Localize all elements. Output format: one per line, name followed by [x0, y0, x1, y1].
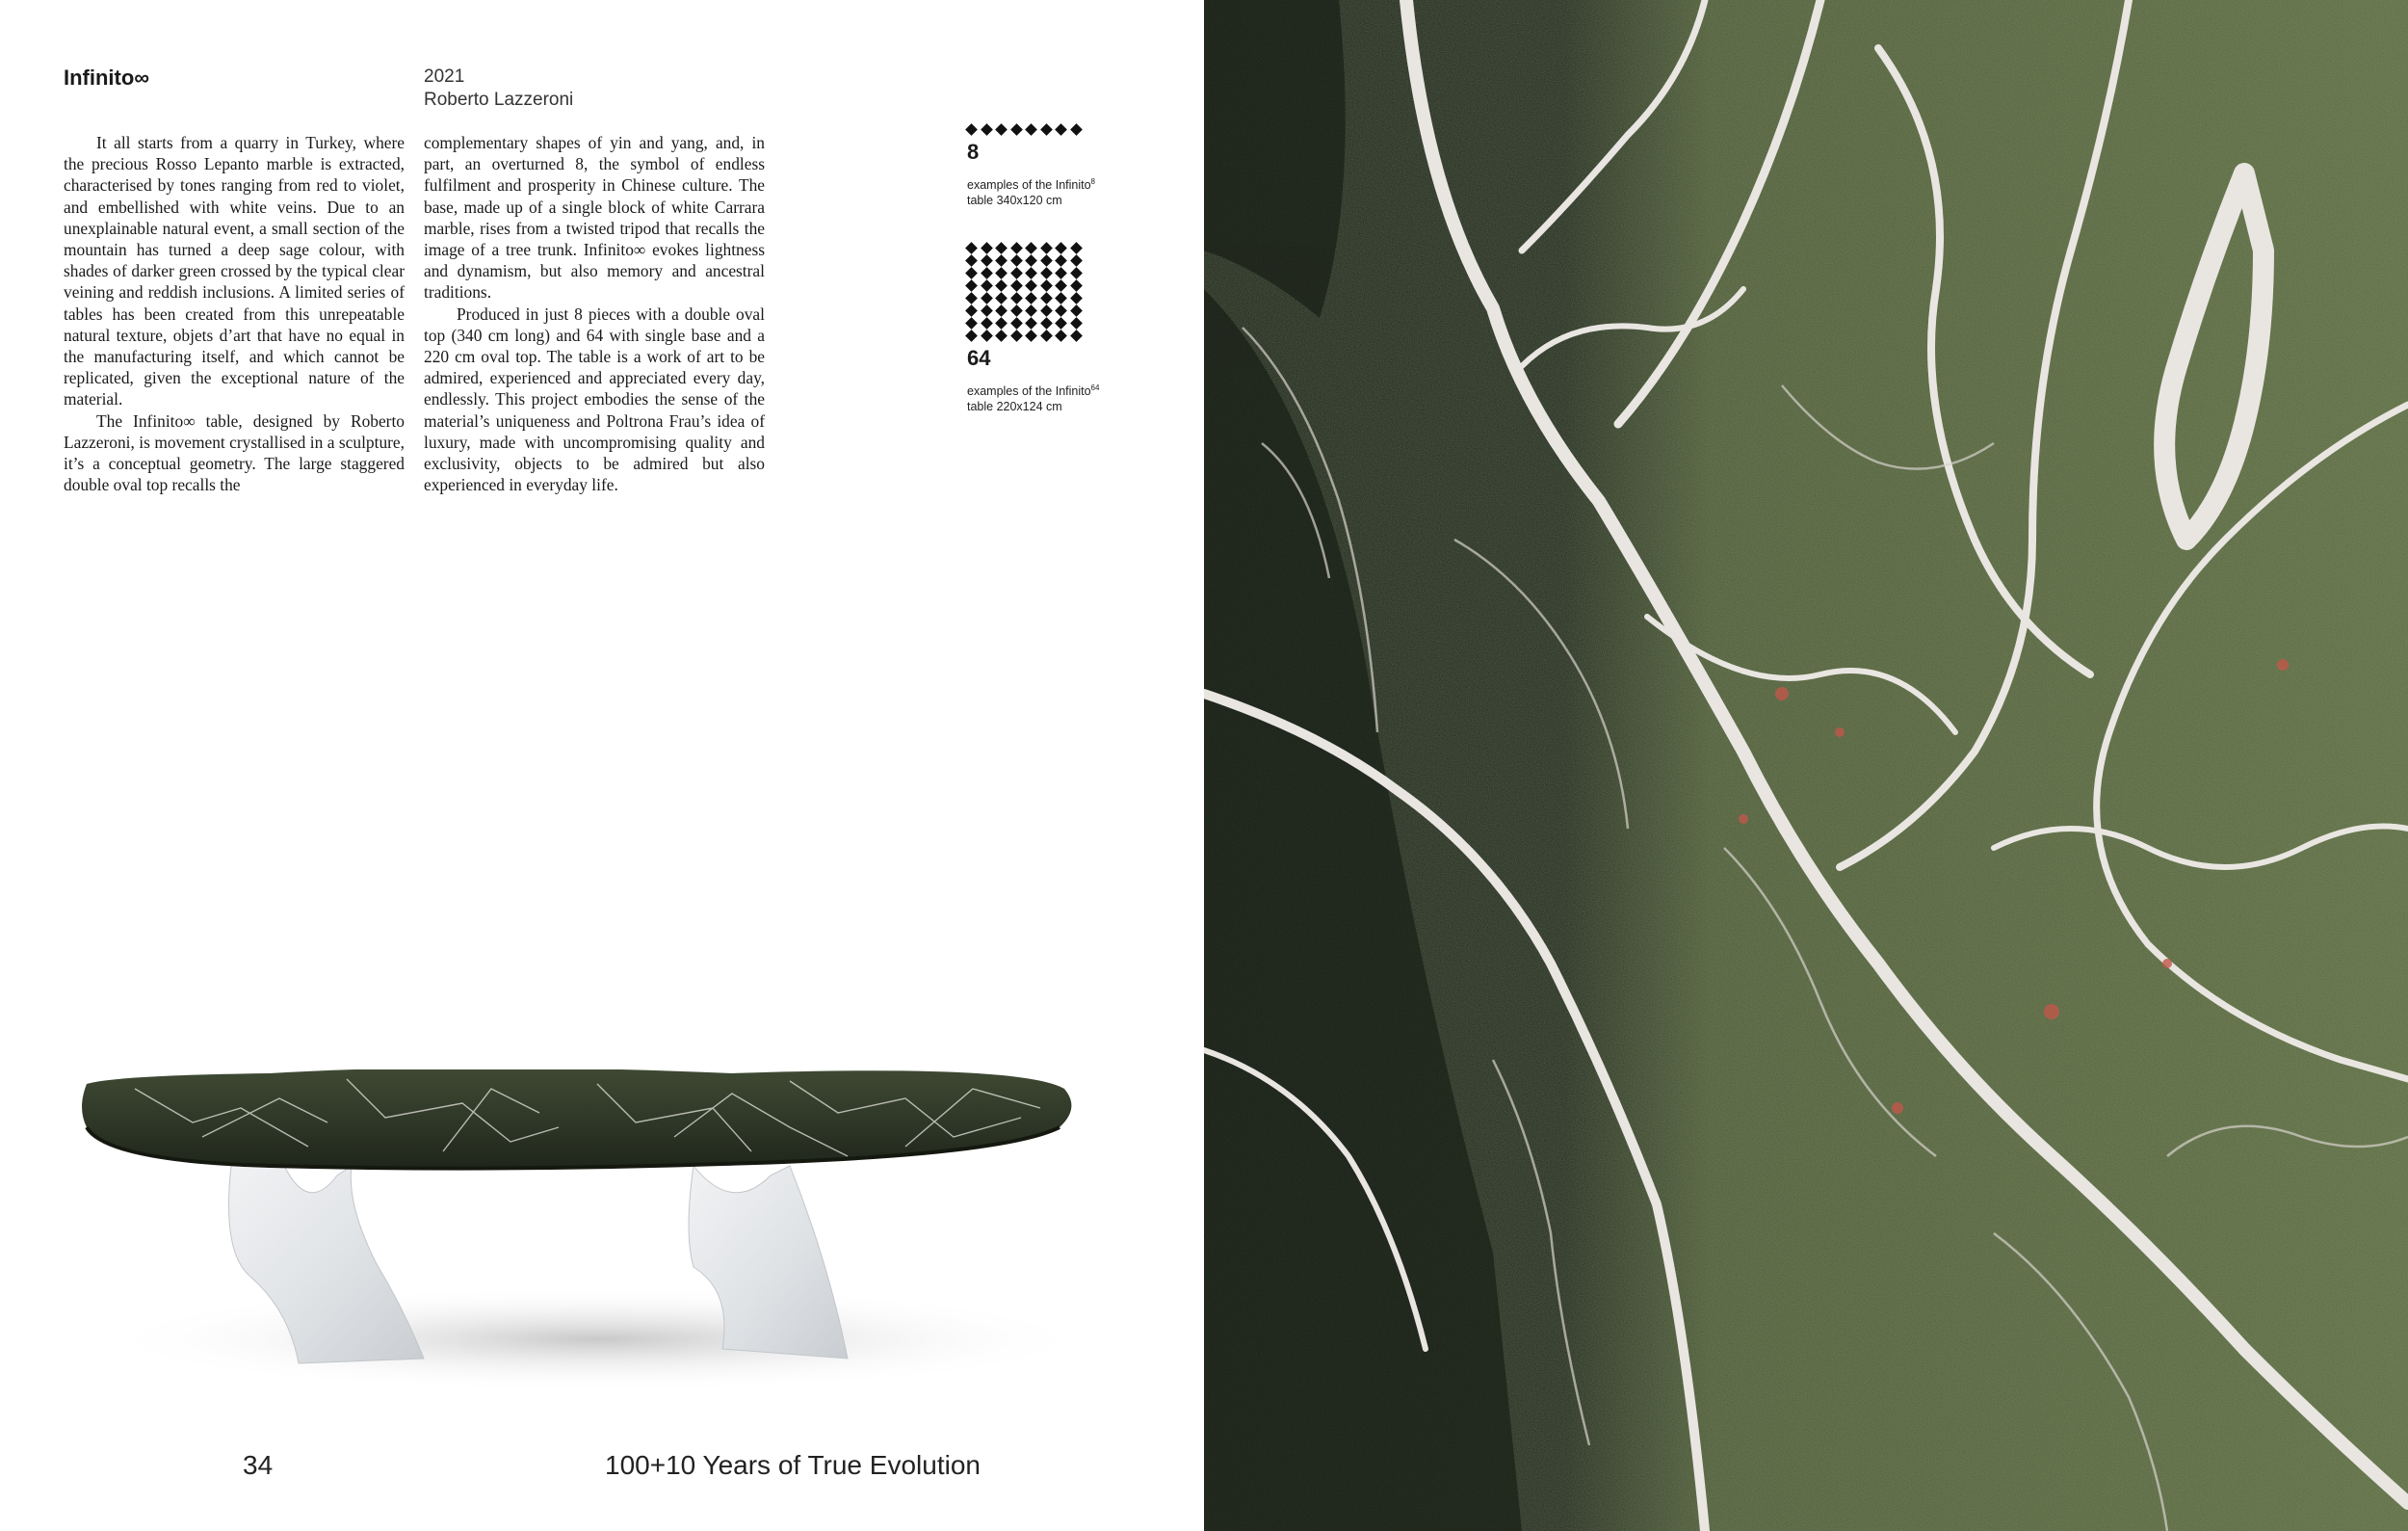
product-year: 2021 — [424, 66, 465, 87]
diamond-dot — [1055, 292, 1067, 304]
diamond-dot — [1010, 317, 1023, 330]
stat-caption — [967, 174, 1095, 208]
diamond-dot — [981, 254, 993, 267]
diamond-dot — [995, 304, 1008, 317]
diamond-dot — [1010, 123, 1023, 136]
diamond-dot — [1010, 254, 1023, 267]
floor-shadow — [96, 1286, 1088, 1392]
product-meta — [424, 66, 573, 112]
diamond-dot — [995, 254, 1008, 267]
diamond-dot — [1070, 267, 1083, 279]
diamond-dot — [965, 292, 978, 304]
diamond-dot — [981, 123, 993, 136]
body-column-1 — [64, 132, 405, 495]
diamond-dot — [1055, 123, 1067, 136]
product-designer: Roberto Lazzeroni — [424, 90, 574, 110]
diamond-dot — [1025, 242, 1037, 254]
diamond-dot — [965, 254, 978, 267]
diamond-dot — [1010, 292, 1023, 304]
diamond-dot — [1025, 279, 1037, 292]
diamond-dot — [981, 292, 993, 304]
caption-sup: 8 — [1090, 177, 1095, 186]
diamond-dot — [981, 267, 993, 279]
diamond-dot — [1055, 330, 1067, 342]
diamond-dot — [995, 242, 1008, 254]
diamond-dot — [1025, 304, 1037, 317]
diamond-dot — [1055, 279, 1067, 292]
paragraph: It all starts from a quarry in Turkey, where the precious Rosso Lepanto marble is extracted, characterised by tones ranging from red to violet, and embellished with white veins. Due to an unexplainable natural event, a small section of the mountain has turned a deep sage colour, with shades of darker green crossed by the typical clear veining and reddish inclusions. A limited series of tables has been created from this unrepeatable natural texture, objets d’art that have no equal in the manufacturing itself, and which cannot be replicated, given the exceptional nature of the material. — [64, 133, 405, 409]
diamond-dot — [995, 267, 1008, 279]
diamond-dot — [1025, 317, 1037, 330]
diamond-dot — [1040, 123, 1053, 136]
diamond-dot — [1055, 317, 1067, 330]
diamond-dot — [1025, 330, 1037, 342]
dot-pictogram — [967, 125, 1095, 134]
diamond-dot — [1040, 317, 1053, 330]
caption-text: examples of the Infinito — [967, 178, 1091, 193]
diamond-dot — [995, 317, 1008, 330]
diamond-dot — [1040, 304, 1053, 317]
diamond-dot — [1070, 242, 1083, 254]
diamond-dot — [965, 123, 978, 136]
diamond-dot — [965, 279, 978, 292]
table-product-photo — [58, 1069, 1088, 1397]
diamond-dot — [1070, 330, 1083, 342]
diamond-dot — [965, 267, 978, 279]
diamond-dot — [1010, 330, 1023, 342]
caption-sup: 64 — [1090, 383, 1100, 392]
stat-number: 64 — [967, 346, 991, 370]
diamond-dot — [1025, 292, 1037, 304]
running-title: 100+10 Years of True Evolution — [605, 1450, 981, 1480]
diamond-dot — [1040, 279, 1053, 292]
diamond-dot — [995, 123, 1008, 136]
page-number: 34 — [243, 1450, 274, 1480]
diamond-dot — [1025, 267, 1037, 279]
diamond-dot — [1010, 279, 1023, 292]
diamond-dot — [1040, 254, 1053, 267]
product-title: Infinito∞ — [64, 66, 149, 90]
body-column-2 — [424, 132, 765, 495]
diamond-dot — [1040, 242, 1053, 254]
paragraph: The Infinito∞ table, designed by Roberto Lazzeroni, is movement crystallised in a sculpture, it’s a conceptual geometry. The large staggered double oval top recalls the — [64, 410, 405, 495]
diamond-dot — [1025, 254, 1037, 267]
stat-number: 8 — [967, 140, 980, 164]
stat-caption — [967, 381, 1099, 414]
diamond-dot — [1010, 242, 1023, 254]
diamond-dot — [981, 330, 993, 342]
paragraph: Produced in just 8 pieces with a double oval top (340 cm long) and 64 with single base and a 220 cm oval top. The table is a work of art to be admired, experienced and appreciated every day, endlessly. This project embodies the sense of the material’s uniqueness and Poltrona Frau’s idea of luxury, made with uncompromising quality and exclusivity, objects to be admired but also experienced in everyday life. — [424, 304, 765, 495]
diamond-dot — [965, 242, 978, 254]
diamond-dot — [965, 330, 978, 342]
diamond-dot — [1070, 123, 1083, 136]
diamond-dot — [1010, 267, 1023, 279]
diamond-dot — [1055, 254, 1067, 267]
diamond-dot — [965, 304, 978, 317]
caption-text: examples of the Infinito — [967, 384, 1091, 399]
caption-size: table 220x124 cm — [967, 400, 1062, 414]
diamond-dot — [1040, 292, 1053, 304]
diamond-dot — [995, 279, 1008, 292]
diamond-dot — [1010, 304, 1023, 317]
diamond-dot — [995, 292, 1008, 304]
diamond-dot — [1070, 292, 1083, 304]
diamond-dot — [1040, 267, 1053, 279]
diamond-dot — [981, 317, 993, 330]
stat-double-oval — [967, 125, 1095, 208]
stat-single-oval — [967, 244, 1099, 414]
diamond-dot — [981, 279, 993, 292]
diamond-dot — [1055, 242, 1067, 254]
paragraph: complementary shapes of yin and yang, and, in part, an overturned 8, the symbol of endless fulfilment and prosperity in Chinese culture. The base, made up of a single block of white Carrara marble, rises from a twisted tripod that recalls the image of a tree trunk. Infinito∞ evokes lightness and dynamism, but also memory and ancestral traditions. — [424, 133, 765, 303]
diamond-dot — [981, 242, 993, 254]
diamond-dot — [965, 317, 978, 330]
diamond-dot — [995, 330, 1008, 342]
diamond-dot — [981, 304, 993, 317]
diamond-dot — [1040, 330, 1053, 342]
diamond-dot — [1055, 267, 1067, 279]
diamond-dot — [1070, 254, 1083, 267]
diamond-dot — [1070, 279, 1083, 292]
diamond-dot — [1070, 317, 1083, 330]
diamond-dot — [1055, 304, 1067, 317]
diamond-dot — [1070, 304, 1083, 317]
caption-size: table 340x120 cm — [967, 194, 1062, 208]
diamond-dot — [1025, 123, 1037, 136]
dot-pictogram — [967, 244, 1099, 340]
marble-closeup-photo — [1204, 0, 2408, 1531]
